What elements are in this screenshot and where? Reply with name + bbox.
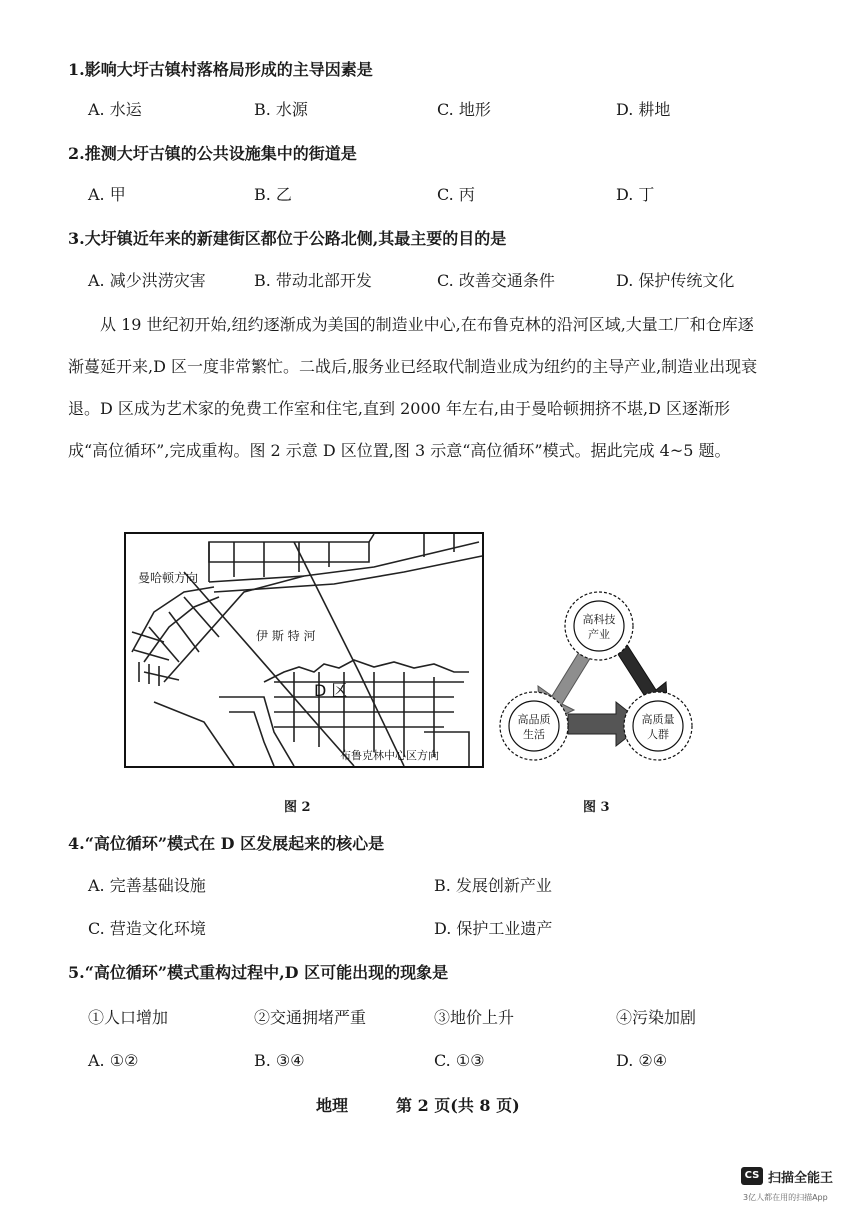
question-4-stem: 4.“高位循环”模式在 D 区发展起来的核心是 <box>68 834 385 853</box>
node-left <box>509 701 559 751</box>
figure-2-caption: 图 2 <box>284 800 311 815</box>
brooklyn-center-label: 布鲁克林中心区方向 <box>340 749 439 762</box>
reading-passage: 从 19 世纪初开始,纽约逐渐成为美国的制造业中心,在布鲁克林的沿河区域,大量工厂和仓库逐渐蔓延开来,D 区一度非常繁忙。二战后,服务业已经取代制造业成为纽约的主导产业,制造业出现衰退。D 区成为艺术家的免费工作室和住宅,直到 2000 年左右,由于曼哈顿拥挤不堪,D 区逐渐形成“高位循环”,完成重构。图 2 示意 D 区位置,图 3 示意“高位循环”模式。据此完成 4~5 题。 <box>68 315 758 460</box>
q5-item-1: ①人口增加 <box>88 1008 169 1027</box>
footer-subject: 地理 <box>316 1096 349 1115</box>
node-right-line2: 人群 <box>647 728 669 741</box>
footer-page-number: 第 2 页(共 8 页) <box>396 1096 520 1115</box>
east-river-label: 伊 斯 特 河 <box>256 629 316 643</box>
q1-option-d: D. 耕地 <box>616 100 671 119</box>
q1-option-c: C. 地形 <box>437 100 491 119</box>
node-left-line1: 高品质 <box>517 713 551 726</box>
q4-option-b: B. 发展创新产业 <box>434 876 552 895</box>
q5-option-c: C. ①③ <box>434 1051 485 1070</box>
q5-item-3: ③地价上升 <box>434 1008 515 1027</box>
node-left-line2: 生活 <box>523 728 545 741</box>
q1-option-b: B. 水源 <box>254 100 308 119</box>
figure-3-caption: 图 3 <box>583 800 610 815</box>
q3-option-a: A. 减少洪涝灾害 <box>88 271 206 290</box>
q2-option-b: B. 乙 <box>254 185 292 204</box>
question-5-stem: 5.“高位循环”模式重构过程中,D 区可能出现的现象是 <box>68 963 449 982</box>
q3-option-c: C. 改善交通条件 <box>437 271 555 290</box>
question-1-stem: 1.影响大圩古镇村落格局形成的主导因素是 <box>68 60 373 79</box>
camscanner-tagline: 3亿人都在用的扫描App <box>743 1193 828 1202</box>
q5-option-b: B. ③④ <box>254 1051 305 1070</box>
d-district-label: D 区 <box>314 681 348 700</box>
q2-option-a: A. 甲 <box>88 185 126 204</box>
question-2-stem: 2.推测大圩古镇的公共设施集中的街道是 <box>68 144 357 163</box>
figure-2-map <box>124 532 484 768</box>
q4-option-d: D. 保护工业遗产 <box>434 919 553 938</box>
node-top-line2: 产业 <box>588 628 610 641</box>
q5-option-a: A. ①② <box>88 1051 139 1070</box>
q3-option-d: D. 保护传统文化 <box>616 271 735 290</box>
node-top <box>574 601 624 651</box>
node-right-line1: 高质量 <box>641 713 675 726</box>
q1-option-a: A. 水运 <box>88 100 142 119</box>
question-3-stem: 3.大圩镇近年来的新建街区都位于公路北侧,其最主要的目的是 <box>68 229 507 248</box>
camscanner-logo-icon: CS <box>741 1167 763 1185</box>
q5-item-4: ④污染加剧 <box>616 1008 697 1027</box>
node-right <box>633 701 683 751</box>
q2-option-d: D. 丁 <box>616 185 655 204</box>
figure-3-cycle-diagram <box>496 586 706 761</box>
q5-item-2: ②交通拥堵严重 <box>254 1008 367 1027</box>
q4-option-a: A. 完善基础设施 <box>88 876 206 895</box>
q3-option-b: B. 带动北部开发 <box>254 271 372 290</box>
q4-option-c: C. 营造文化环境 <box>88 919 206 938</box>
q2-option-c: C. 丙 <box>437 185 475 204</box>
manhattan-direction-label: 曼哈顿方向 <box>138 571 199 585</box>
camscanner-name: 扫描全能王 <box>768 1171 834 1186</box>
node-top-line1: 高科技 <box>582 613 616 626</box>
q5-option-d: D. ②④ <box>616 1051 668 1070</box>
